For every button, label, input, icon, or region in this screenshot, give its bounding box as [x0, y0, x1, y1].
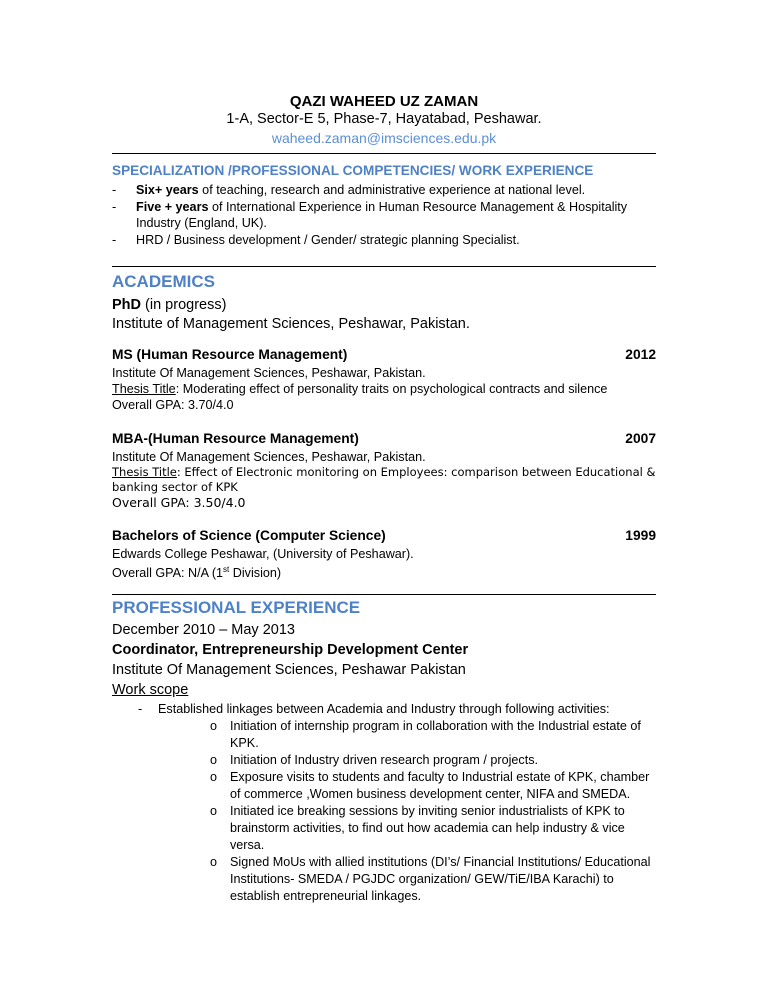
section-divider	[112, 266, 656, 267]
list-item: o Exposure visits to students and faculty to Industrial estate of KPK, chamber of commerce ,Women business development center, NIFA and SMEDA.	[210, 770, 650, 801]
section-divider	[112, 153, 656, 154]
institute-name: Edwards College Peshawar, (University of Peshawar).	[112, 547, 414, 561]
ms-entry: MS (Human Resource Management) 2012 Institute Of Management Sciences, Peshawar, Pakistan. Thesis Title: Moderating effect of personality traits on psychological contracts and silence Overall GPA: 3.70/4.0	[112, 347, 656, 412]
specialization-heading: SPECIALIZATION /PROFESSIONAL COMPETENCIES/ WORK EXPERIENCE	[112, 163, 594, 178]
work-scope-list	[112, 701, 656, 905]
section-divider	[112, 594, 656, 595]
institute-name: Institute Of Management Sciences, Peshawar, Pakistan.	[112, 450, 426, 464]
candidate-name: QAZI WAHEED UZ ZAMAN	[289, 93, 479, 110]
gpa: Overall GPA: 3.70/4.0	[112, 398, 234, 412]
institute-name: Institute of Management Sciences, Peshawar, Pakistan.	[112, 316, 470, 332]
academics-heading: ACADEMICS	[112, 272, 215, 291]
mba-entry: MBA-(Human Resource Management) 2007 Institute Of Management Sciences, Peshawar, Pakistan. Thesis Title: Effect of Electronic monitoring on Employees: comparison between Educational & banking sector of KPK Overall GPA: 3.50/4.0	[112, 431, 656, 510]
organization: Institute Of Management Sciences, Peshawar Pakistan	[112, 662, 466, 678]
experience-dates: December 2010 – May 2013	[112, 622, 295, 638]
bs-entry	[112, 528, 656, 581]
degree-title: Bachelors of Science (Computer Science)	[112, 528, 386, 543]
institute-name: Institute Of Management Sciences, Peshawar, Pakistan.	[112, 366, 426, 380]
degree-year: 2012	[625, 347, 656, 362]
experience-entry	[112, 620, 656, 700]
list-item: - Five + years of International Experience in Human Resource Management & Hospitality Industry (England, UK).	[112, 199, 628, 230]
degree-year: 1999	[625, 528, 656, 543]
job-role: Coordinator, Entrepreneurship Development Center	[112, 642, 469, 658]
phd-entry: PhD (in progress) Institute of Management Sciences, Peshawar, Pakistan.	[112, 296, 656, 334]
list-item: o Initiation of internship program in collaboration with the Industrial estate of KPK.	[210, 719, 641, 750]
email-link[interactable]: waheed.zaman@imsciences.edu.pk	[271, 130, 497, 146]
gpa: Overall GPA: 3.50/4.0	[112, 495, 246, 510]
list-item: o Initiation of Industry driven research program / projects.	[210, 753, 538, 767]
experience-heading: PROFESSIONAL EXPERIENCE	[112, 598, 361, 617]
list-item: o Initiated ice breaking sessions by inviting senior industrialists of KPK to brainstorm activities, to find out how academia can help industry & vice versa.	[210, 804, 625, 852]
degree-year: 2007	[625, 431, 656, 446]
list-item: o Signed MoUs with allied institutions (DI’s/ Financial Institutions/ Educational Institutions- SMEDA / PGJDC organization/ GEW/TiE/IBA Karachi) to establish entrepreneurial linkages.	[210, 855, 651, 903]
address: 1-A, Sector-E 5, Phase-7, Hayatabad, Peshawar.	[226, 111, 542, 127]
degree-title: MBA-(Human Resource Management)	[112, 431, 359, 446]
list-item: - Established linkages between Academia and Industry through following activities:	[138, 702, 610, 716]
work-scope-label: Work scope	[112, 682, 189, 698]
degree-title: MS (Human Resource Management)	[112, 347, 348, 362]
specialization-list	[112, 182, 656, 248]
degree-title: PhD	[112, 297, 141, 313]
list-item: - HRD / Business development / Gender/ strategic planning Specialist.	[112, 232, 520, 247]
gpa: Overall GPA: N/A (1st Division)	[112, 565, 282, 581]
list-item: - Six+ years of teaching, research and administrative experience at national level.	[112, 183, 586, 197]
